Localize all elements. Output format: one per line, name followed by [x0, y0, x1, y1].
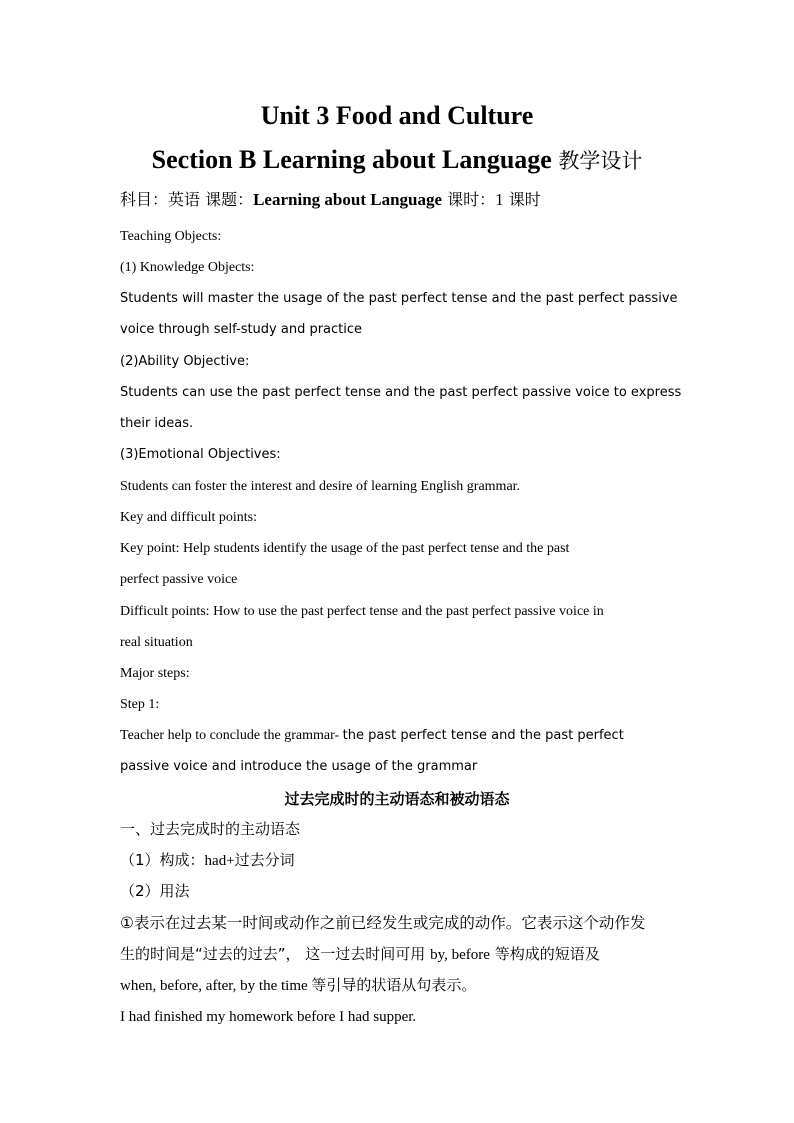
emotional-objectives-text: Students can foster the interest and desire of learning English grammar. — [120, 479, 521, 494]
grammar-usage-text-3-a: when, before, after, by the time — [120, 978, 312, 994]
ability-objective-heading: (2)Ability Objective: — [120, 354, 250, 369]
subtitle-english: Section B Learning about Language — [151, 145, 559, 174]
major-steps-heading: Major steps: — [120, 666, 190, 681]
subtitle-chinese: 教学设计 — [558, 149, 643, 173]
lesson-meta — [120, 188, 541, 212]
grammar-usage-text-3-b: 等引导的状语从句表示。 — [311, 976, 477, 994]
knowledge-objects-heading: (1) Knowledge Objects: — [120, 260, 255, 275]
knowledge-objects-text-2: voice through self-study and practice — [120, 322, 363, 337]
grammar-form-en: had+ — [204, 853, 235, 869]
meta-hours-label: 课时： — [442, 190, 496, 209]
document-subtitle — [0, 143, 794, 178]
grammar-usage-text-3 — [120, 975, 680, 997]
grammar-example-sentence: I had finished my homework before I had supper. — [120, 1009, 417, 1025]
ability-objective-text-2: their ideas. — [120, 416, 194, 431]
grammar-usage-text-2-b: by, before — [430, 947, 490, 963]
grammar-form-zh: 过去分词 — [234, 851, 295, 869]
emotional-objectives-heading: (3)Emotional Objectives: — [120, 447, 281, 462]
key-point-text-2: perfect passive voice — [120, 572, 238, 587]
grammar-usage-text-2-c: 等构成的短语及 — [489, 945, 600, 963]
grammar-usage-label: （2）用法 — [120, 882, 190, 900]
knowledge-objects-text-1: Students will master the usage of the past perfect tense and the past perfect passive — [120, 291, 678, 306]
grammar-usage-text-2 — [120, 944, 680, 966]
meta-subject: 科目：英语 课题： — [120, 190, 254, 209]
teaching-objects-heading: Teaching Objects: — [120, 229, 222, 244]
grammar-form — [120, 850, 680, 872]
step-1-heading: Step 1: — [120, 697, 160, 712]
grammar-form-label: （1）构成： — [120, 851, 205, 869]
grammar-usage-text-1: ①表示在过去某一时间或动作之前已经发生或完成的动作。它表示这个动作发 — [120, 914, 646, 932]
meta-hours-unit: 课时 — [503, 190, 541, 209]
step-1-text-1-serif: Teacher help to conclude the grammar- — [120, 728, 343, 743]
key-point-text-1: Key point: Help students identify the usage of the past perfect tense and the past — [120, 541, 570, 556]
grammar-usage-text-2-a: 生的时间是“过去的过去”， 这一过去时间可用 — [120, 945, 431, 963]
difficult-point-text-1: Difficult points: How to use the past perfect tense and the past perfect passive voice in — [120, 604, 604, 619]
ability-objective-text-1: Students can use the past perfect tense and the past perfect passive voice to express — [120, 385, 682, 400]
grammar-section-1: 一、过去完成时的主动语态 — [120, 820, 301, 838]
document-title: Unit 3 Food and Culture — [260, 101, 534, 130]
grammar-heading: 过去完成时的主动语态和被动语态 — [284, 790, 510, 808]
difficult-point-text-2: real situation — [120, 635, 193, 650]
step-1-text-1 — [120, 726, 680, 746]
meta-hours-value: 1 — [495, 190, 504, 209]
meta-lesson-title: Learning about Language — [253, 190, 443, 209]
step-1-text-2: passive voice and introduce the usage of the grammar — [120, 759, 478, 774]
step-1-text-1-sans: the past perfect tense and the past perfect — [342, 728, 624, 743]
key-difficult-heading: Key and difficult points: — [120, 510, 257, 525]
